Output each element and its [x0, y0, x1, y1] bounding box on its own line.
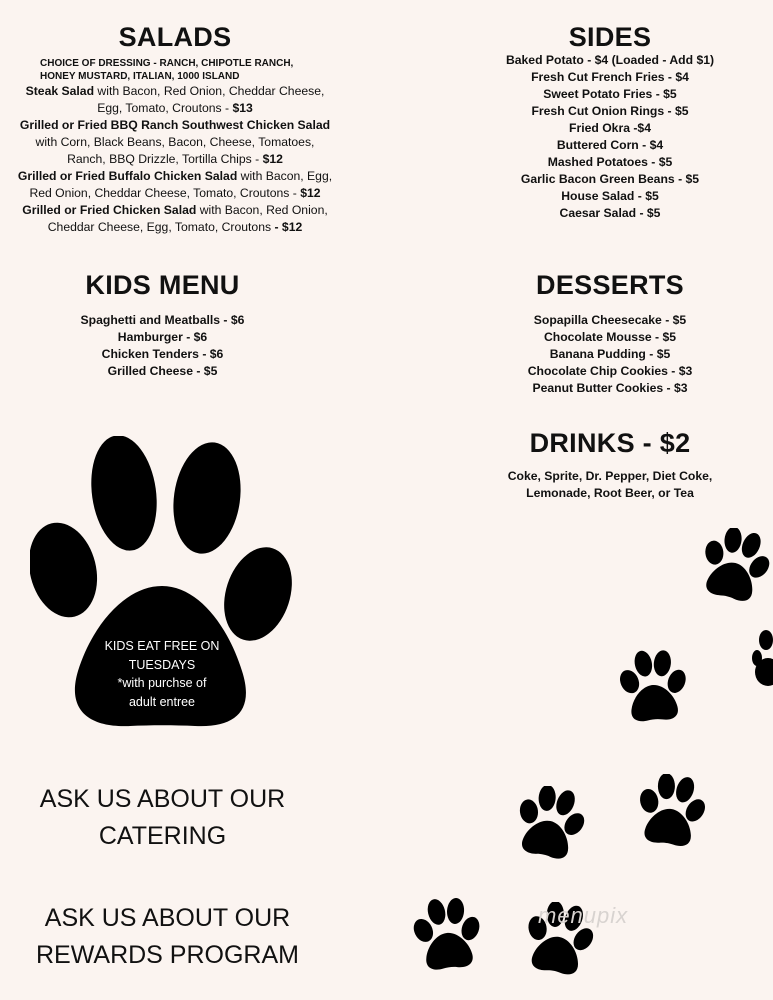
salad-description: Ranch, BBQ Drizzle, Tortilla Chips - — [67, 152, 263, 166]
paw-print-icon — [700, 528, 770, 602]
sides-item: Fresh Cut Onion Rings - $5 — [531, 104, 689, 118]
dressing-line-2: HONEY MUSTARD, ITALIAN, 1000 ISLAND — [40, 71, 240, 82]
drinks-title: DRINKS - $2 — [529, 428, 691, 458]
paw-print-icon — [515, 786, 585, 860]
salad-line — [0, 134, 350, 151]
dressing-line-1: CHOICE OF DRESSING - RANCH, CHIPOTLE RANCH, — [40, 58, 294, 69]
sides-item: Baked Potato - $4 (Loaded - Add $1) — [505, 53, 715, 67]
drinks-line-2: Lemonade, Root Beer, or Tea — [526, 486, 694, 500]
salad-price: $12 — [300, 186, 321, 200]
salad-line — [0, 219, 350, 236]
salad-price: $12 — [262, 152, 283, 166]
salad-name: Steak Salad — [25, 84, 95, 98]
sides-item: Fresh Cut French Fries - $4 — [531, 70, 689, 84]
salad-name: Grilled or Fried Chicken Salad — [22, 203, 197, 217]
desserts-section — [460, 270, 760, 301]
drinks-list — [460, 468, 760, 502]
paw-promo-line-2: TUESDAYS — [128, 657, 196, 672]
salad-price: $13 — [232, 101, 253, 115]
kids-item: Hamburger - $6 — [117, 330, 208, 344]
desserts-list — [460, 312, 760, 397]
sides-title: SIDES — [568, 22, 652, 52]
salad-name: Grilled or Fried Buffalo Chicken Salad — [17, 169, 238, 183]
salads-title: SALADS — [118, 22, 232, 52]
paw-print-icon — [618, 650, 688, 724]
salad-line — [0, 83, 350, 100]
sides-item: Mashed Potatoes - $5 — [547, 155, 673, 169]
desserts-title: DESSERTS — [536, 270, 684, 300]
sides-item: Garlic Bacon Green Beans - $5 — [520, 172, 700, 186]
salad-description: with Bacon, Egg, — [237, 169, 333, 183]
salad-line — [0, 202, 350, 219]
sides-item: Caesar Salad - $5 — [559, 206, 661, 220]
salad-description: Egg, Tomato, Croutons - — [97, 101, 233, 115]
paw-promo-line-4: adult entree — [128, 694, 196, 709]
kids-item: Chicken Tenders - $6 — [101, 347, 224, 361]
salad-name: Grilled or Fried BBQ Ranch Southwest Chicken Salad — [19, 118, 331, 132]
kids-eat-free-promo — [92, 637, 232, 711]
catering-promo — [10, 781, 315, 855]
salad-description: with Bacon, Red Onion, — [196, 203, 328, 217]
salad-description: with Corn, Black Beans, Bacon, Cheese, Tomatoes, — [35, 135, 315, 149]
salad-line — [0, 117, 350, 134]
kids-section — [10, 270, 315, 301]
rewards-promo — [10, 900, 325, 974]
kids-list — [10, 312, 315, 380]
kids-title: KIDS MENU — [85, 270, 240, 300]
dressing-options — [40, 57, 293, 83]
paw-promo-line-3: *with purchse of — [117, 676, 207, 690]
sides-item: Fried Okra -$4 — [569, 121, 651, 135]
paw-print-icon — [636, 774, 706, 848]
drinks-section — [460, 428, 760, 459]
drinks-line-1: Coke, Sprite, Dr. Pepper, Diet Coke, — [507, 469, 713, 483]
desserts-item: Peanut Butter Cookies - $3 — [532, 381, 688, 395]
desserts-item: Banana Pudding - $5 — [549, 347, 671, 361]
paw-print-icon — [412, 898, 482, 972]
rewards-line-1: ASK US ABOUT OUR — [44, 904, 291, 932]
sides-item: Buttered Corn - $4 — [556, 138, 664, 152]
salad-description: Red Onion, Cheddar Cheese, Tomato, Croutons - — [29, 186, 301, 200]
rewards-line-2: REWARDS PROGRAM — [36, 941, 299, 969]
desserts-item: Sopapilla Cheesecake - $5 — [533, 313, 687, 327]
desserts-item: Chocolate Mousse - $5 — [543, 330, 677, 344]
watermark: menupix — [538, 903, 629, 928]
paw-promo-line-1: KIDS EAT FREE ON — [104, 639, 220, 653]
kids-item: Grilled Cheese - $5 — [107, 364, 218, 378]
salad-price: - $12 — [274, 220, 303, 234]
kids-item: Spaghetti and Meatballs - $6 — [80, 313, 245, 327]
sides-section — [460, 22, 760, 53]
sides-item: Sweet Potato Fries - $5 — [543, 87, 677, 101]
salads-list — [0, 83, 350, 236]
salad-line — [0, 100, 350, 117]
salads-section — [10, 22, 340, 53]
salad-description: Cheddar Cheese, Egg, Tomato, Croutons — [47, 220, 275, 234]
salad-line — [0, 185, 350, 202]
salad-description: with Bacon, Red Onion, Cheddar Cheese, — [94, 84, 325, 98]
paw-print-icon — [752, 628, 773, 690]
salad-line — [0, 151, 350, 168]
catering-line-1: ASK US ABOUT OUR — [39, 785, 286, 813]
catering-line-2: CATERING — [98, 822, 227, 850]
desserts-item: Chocolate Chip Cookies - $3 — [527, 364, 693, 378]
sides-list — [460, 52, 760, 222]
salad-line — [0, 168, 350, 185]
sides-item: House Salad - $5 — [561, 189, 659, 203]
